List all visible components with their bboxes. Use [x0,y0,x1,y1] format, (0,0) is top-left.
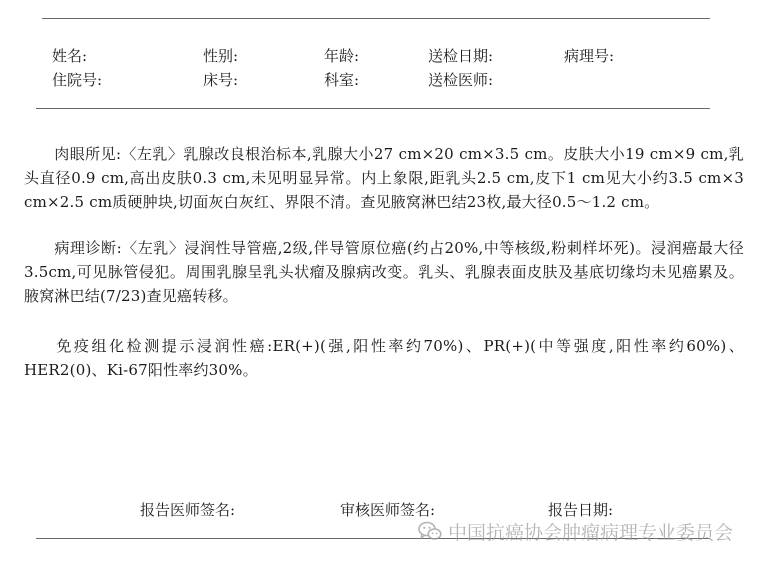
ihc-paragraph [24,334,744,382]
reporting-doctor-signature-label: 报告医师签名: [140,501,236,519]
report-date-label: 报告日期: [548,501,614,519]
watermark [418,518,733,544]
ihc-text: 免疫组化检测提示浸润性癌:ER(+)(强,阳性率约70%)、PR(+)(中等强度,阳性率约60%)、HER2(0)、Ki-67阳性率约30%。 [24,337,744,379]
age-label: 年龄: [324,47,360,65]
gender-label: 性别: [203,47,239,65]
admission-number-label: 住院号: [52,71,103,89]
watermark-text: 中国抗癌协会肿瘤病理专业委员会 [448,521,734,544]
name-label: 姓名: [52,47,88,65]
gross-findings-paragraph [24,142,744,214]
department-label: 科室: [324,71,360,89]
submit-date-label: 送检日期: [428,47,494,65]
pathology-number-label: 病理号: [564,47,615,65]
header-divider [36,108,710,109]
top-divider [42,18,710,19]
reviewing-doctor-signature-label: 审核医师签名: [340,501,436,519]
wechat-icon [418,520,442,542]
diagnosis-paragraph [24,236,744,308]
submitting-doctor-label: 送检医师: [428,71,494,89]
bed-number-label: 床号: [203,71,239,89]
diagnosis-text: 病理诊断:〈左乳〉浸润性导管癌,2级,伴导管原位癌(约占20%,中等核级,粉刺样坏死)。浸润癌最大径3.5cm,可见脉管侵犯。周围乳腺呈乳头状瘤及腺病改变。乳头、乳腺表面皮肤及基底切缘均未见癌累及。腋窝淋巴结(7/23)查见癌转移。 [24,239,744,305]
gross-findings-text: 肉眼所见:〈左乳〉乳腺改良根治标本,乳腺大小27 cm×20 cm×3.5 cm。皮肤大小19 cm×9 cm,乳头直径0.9 cm,高出皮肤0.3 cm,未见明显异常。内上象限,距乳头2.5 cm,皮下1 cm见大小约3.5 cm×3 cm×2.5 cm质硬肿块,切面灰白灰红、界限不清。查见腋窝淋巴结23枚,最大径0.5～1.2 cm。 [24,145,744,211]
